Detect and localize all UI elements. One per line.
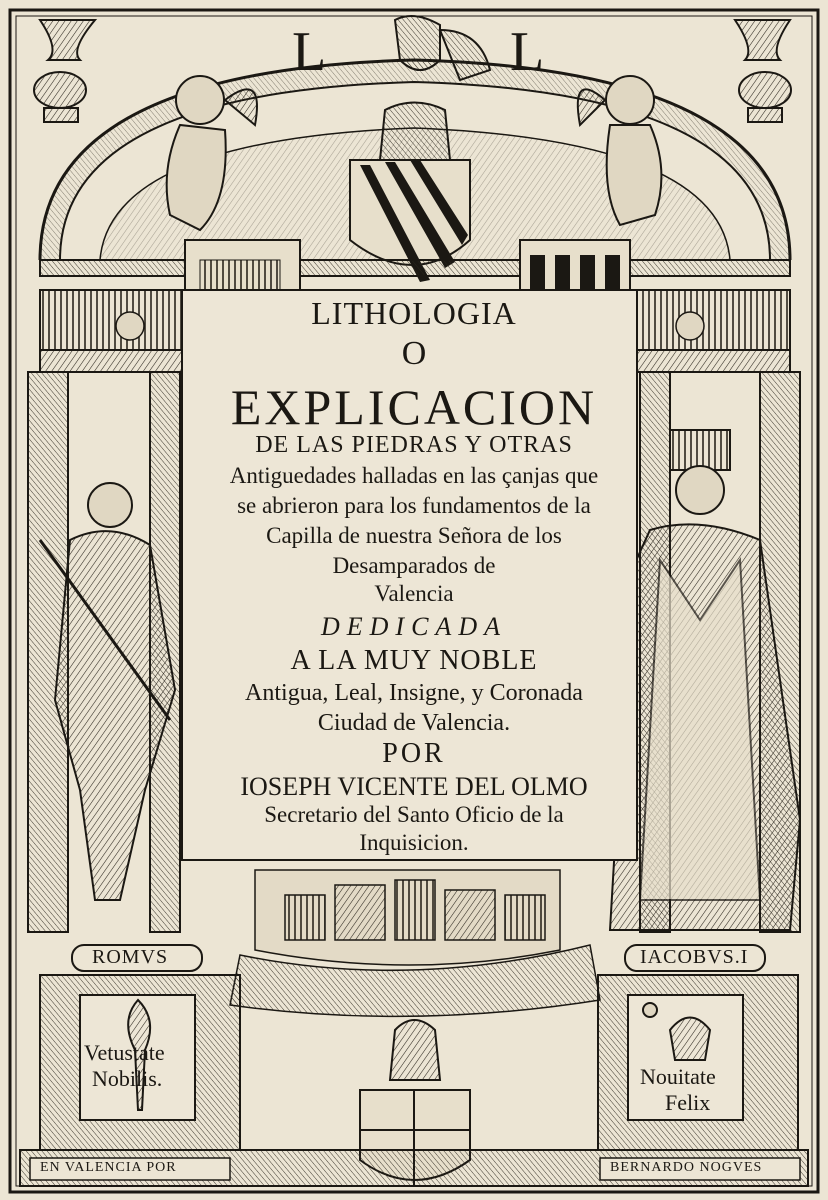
dedication-line-2: Antigua, Leal, Insigne, y Coronada xyxy=(245,680,583,706)
left-motto-line-2: Nobilis. xyxy=(92,1066,163,1091)
subtitle-line-4: Capilla de nuestra Señora de los xyxy=(266,523,562,548)
subtitle-line-3: se abrieron para los fundamentos de la xyxy=(237,493,591,518)
subtitle-line-6: Valencia xyxy=(374,581,454,606)
crest-letter-right: L xyxy=(510,21,545,83)
author-role-2: Inquisicion. xyxy=(359,830,469,855)
right-figure-name: IACOBVS.I xyxy=(640,946,749,968)
subtitle-line-2: Antiguedades halladas en las çanjas que xyxy=(229,463,599,488)
crest-letter-left: L xyxy=(292,21,327,83)
left-figure-name: ROMVS xyxy=(92,946,169,968)
imprint-right: BERNARDO NOGVES xyxy=(610,1160,763,1175)
dedication-line-3: Ciudad de Valencia. xyxy=(317,710,511,736)
dedication-heading: DEDICADA xyxy=(321,612,507,641)
imprint-left: EN VALENCIA POR xyxy=(40,1160,177,1175)
dedication-line-1: A LA MUY NOBLE xyxy=(290,645,538,676)
author-por: POR xyxy=(382,738,446,769)
left-motto-line-1: Vetustate xyxy=(84,1040,165,1065)
author-role-1: Secretario del Santo Oficio de la xyxy=(264,802,564,827)
title-line-1: LITHOLOGIA xyxy=(311,295,517,331)
right-pedestal xyxy=(598,975,798,1150)
right-motto-line-1: Nouitate xyxy=(640,1064,716,1089)
author-name: IOSEPH VICENTE DEL OLMO xyxy=(240,772,588,801)
city-view xyxy=(230,870,600,1016)
title-line-3: EXPLICACION xyxy=(230,379,598,435)
subtitle-line-1: DE LAS PIEDRAS Y OTRAS xyxy=(255,432,573,458)
subtitle-line-5: Desamparados de xyxy=(332,553,496,578)
right-motto-line-2: Felix xyxy=(665,1090,711,1115)
title-line-2: O xyxy=(401,335,427,372)
